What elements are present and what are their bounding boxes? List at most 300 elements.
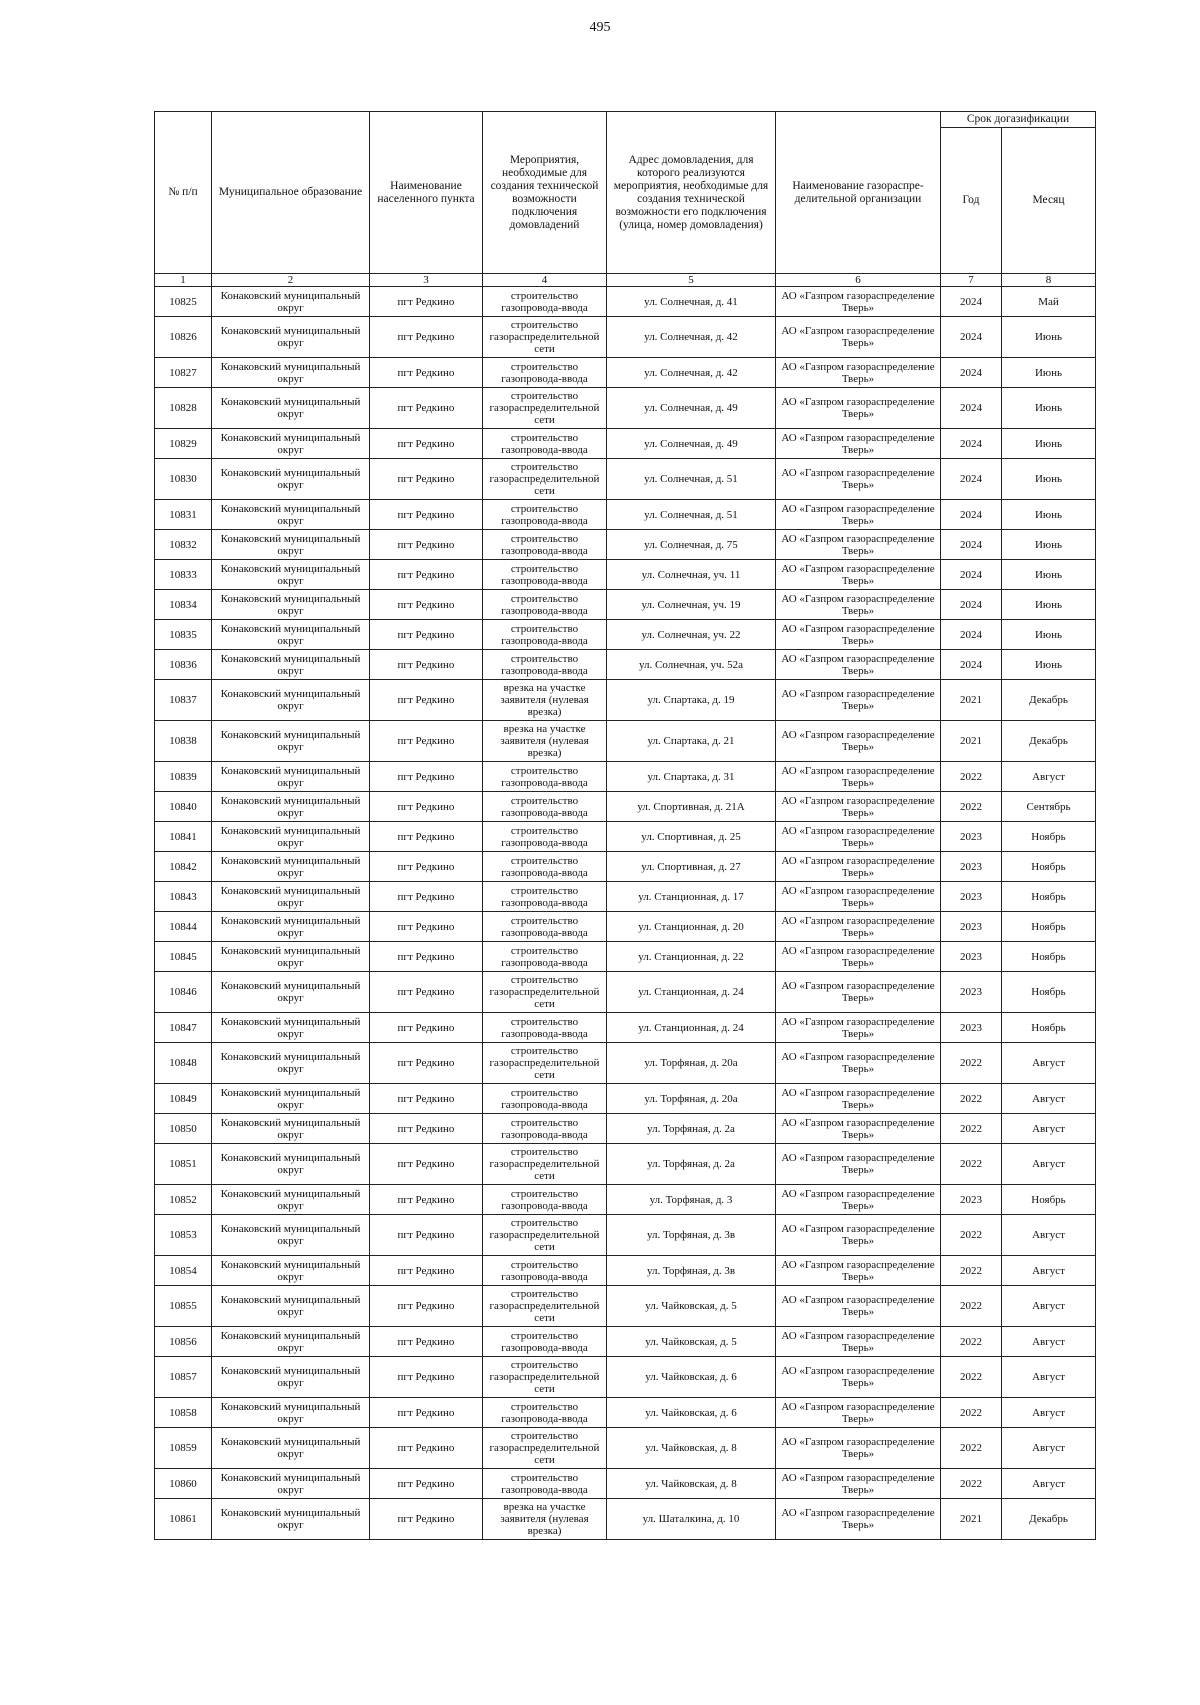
table-row: [155, 459, 1096, 500]
activity-cell: строительство газопровода-ввода: [483, 287, 607, 317]
month-cell: Июнь: [1002, 388, 1096, 429]
month-cell: Август: [1002, 1144, 1096, 1185]
row-number: 10853: [155, 1215, 212, 1256]
organization-cell: АО «Газпром газораспределение Тверь»: [776, 942, 941, 972]
row-number: 10838: [155, 721, 212, 762]
activity-cell: строительство газопровода-ввода: [483, 1398, 607, 1428]
address-cell: ул. Солнечная, д. 51: [607, 459, 776, 500]
locality-cell: пгт Редкино: [370, 560, 483, 590]
locality-cell: пгт Редкино: [370, 1286, 483, 1327]
municipality-cell: Конаковский муниципальный округ: [212, 1013, 370, 1043]
month-cell: Декабрь: [1002, 680, 1096, 721]
activity-cell: строительство газопровода-ввода: [483, 1013, 607, 1043]
locality-cell: пгт Редкино: [370, 1327, 483, 1357]
year-cell: 2024: [941, 388, 1002, 429]
table-row: [155, 1398, 1096, 1428]
activity-cell: врезка на участке заявителя (нулевая врезка): [483, 721, 607, 762]
activity-cell: строительство газопровода-ввода: [483, 650, 607, 680]
locality-cell: пгт Редкино: [370, 388, 483, 429]
table-row: [155, 1428, 1096, 1469]
locality-cell: пгт Редкино: [370, 1043, 483, 1084]
page-number: 495: [589, 20, 611, 35]
month-cell: Июнь: [1002, 530, 1096, 560]
col-header-year: Год: [941, 128, 1002, 274]
table-row: [155, 388, 1096, 429]
locality-cell: пгт Редкино: [370, 358, 483, 388]
table-row: [155, 1469, 1096, 1499]
activity-cell: врезка на участке заявителя (нулевая врезка): [483, 680, 607, 721]
address-cell: ул. Станционная, д. 24: [607, 1013, 776, 1043]
month-cell: Август: [1002, 1428, 1096, 1469]
municipality-cell: Конаковский муниципальный округ: [212, 1084, 370, 1114]
table-row: [155, 1327, 1096, 1357]
activity-cell: строительство газораспределительной сети: [483, 459, 607, 500]
municipality-cell: Конаковский муниципальный округ: [212, 882, 370, 912]
row-number: 10844: [155, 912, 212, 942]
organization-cell: АО «Газпром газораспределение Тверь»: [776, 287, 941, 317]
activity-cell: строительство газопровода-ввода: [483, 530, 607, 560]
activity-cell: строительство газораспределительной сети: [483, 1043, 607, 1084]
year-cell: 2023: [941, 882, 1002, 912]
year-cell: 2021: [941, 680, 1002, 721]
month-cell: Ноябрь: [1002, 912, 1096, 942]
year-cell: 2021: [941, 1499, 1002, 1540]
locality-cell: пгт Редкино: [370, 620, 483, 650]
table-row: [155, 822, 1096, 852]
row-number: 10834: [155, 590, 212, 620]
year-cell: 2023: [941, 1185, 1002, 1215]
organization-cell: АО «Газпром газораспределение Тверь»: [776, 317, 941, 358]
locality-cell: пгт Редкино: [370, 721, 483, 762]
col-header-address: Адрес домовладения, для которого реализуются мероприятия, необходимые для создания технической возможности его подключения (улица, номер домовладения): [607, 112, 776, 274]
municipality-cell: Конаковский муниципальный округ: [212, 650, 370, 680]
column-number: 8: [1002, 274, 1096, 287]
address-cell: ул. Шаталкина, д. 10: [607, 1499, 776, 1540]
organization-cell: АО «Газпром газораспределение Тверь»: [776, 620, 941, 650]
locality-cell: пгт Редкино: [370, 1144, 483, 1185]
address-cell: ул. Чайковская, д. 8: [607, 1428, 776, 1469]
column-number-row: [155, 274, 1096, 287]
table-row: [155, 1144, 1096, 1185]
table-row: [155, 1256, 1096, 1286]
locality-cell: пгт Редкино: [370, 1499, 483, 1540]
activity-cell: строительство газораспределительной сети: [483, 1286, 607, 1327]
row-number: 10828: [155, 388, 212, 429]
municipality-cell: Конаковский муниципальный округ: [212, 680, 370, 721]
organization-cell: АО «Газпром газораспределение Тверь»: [776, 680, 941, 721]
row-number: 10852: [155, 1185, 212, 1215]
address-cell: ул. Солнечная, д. 42: [607, 358, 776, 388]
table-row: [155, 1499, 1096, 1540]
activity-cell: строительство газопровода-ввода: [483, 1084, 607, 1114]
year-cell: 2022: [941, 1043, 1002, 1084]
activity-cell: строительство газораспределительной сети: [483, 1357, 607, 1398]
organization-cell: АО «Газпром газораспределение Тверь»: [776, 1256, 941, 1286]
activity-cell: строительство газопровода-ввода: [483, 792, 607, 822]
table-row: [155, 721, 1096, 762]
organization-cell: АО «Газпром газораспределение Тверь»: [776, 459, 941, 500]
organization-cell: АО «Газпром газораспределение Тверь»: [776, 912, 941, 942]
year-cell: 2022: [941, 1286, 1002, 1327]
month-cell: Июнь: [1002, 500, 1096, 530]
address-cell: ул. Чайковская, д. 6: [607, 1357, 776, 1398]
municipality-cell: Конаковский муниципальный округ: [212, 358, 370, 388]
table-row: [155, 1286, 1096, 1327]
row-number: 10837: [155, 680, 212, 721]
row-number: 10851: [155, 1144, 212, 1185]
locality-cell: пгт Редкино: [370, 1357, 483, 1398]
table-row: [155, 560, 1096, 590]
locality-cell: пгт Редкино: [370, 1398, 483, 1428]
locality-cell: пгт Редкино: [370, 500, 483, 530]
table-row: [155, 429, 1096, 459]
address-cell: ул. Торфяная, д. 20а: [607, 1084, 776, 1114]
row-number: 10836: [155, 650, 212, 680]
activity-cell: строительство газораспределительной сети: [483, 317, 607, 358]
row-number: 10841: [155, 822, 212, 852]
table-row: [155, 1215, 1096, 1256]
municipality-cell: Конаковский муниципальный округ: [212, 762, 370, 792]
month-cell: Июнь: [1002, 650, 1096, 680]
month-cell: Май: [1002, 287, 1096, 317]
address-cell: ул. Торфяная, д. 3: [607, 1185, 776, 1215]
month-cell: Август: [1002, 1084, 1096, 1114]
month-cell: Июнь: [1002, 459, 1096, 500]
organization-cell: АО «Газпром газораспределение Тверь»: [776, 1499, 941, 1540]
col-header-activity: Мероприятия, необходимые для создания технической возможности подключения домовладений: [483, 112, 607, 274]
table-row: [155, 287, 1096, 317]
organization-cell: АО «Газпром газораспределение Тверь»: [776, 1185, 941, 1215]
address-cell: ул. Спортивная, д. 25: [607, 822, 776, 852]
activity-cell: строительство газораспределительной сети: [483, 1144, 607, 1185]
organization-cell: АО «Газпром газораспределение Тверь»: [776, 1428, 941, 1469]
organization-cell: АО «Газпром газораспределение Тверь»: [776, 882, 941, 912]
activity-cell: строительство газораспределительной сети: [483, 1428, 607, 1469]
address-cell: ул. Чайковская, д. 6: [607, 1398, 776, 1428]
activity-cell: строительство газораспределительной сети: [483, 972, 607, 1013]
year-cell: 2022: [941, 1357, 1002, 1398]
table-row: [155, 882, 1096, 912]
table-row: [155, 1185, 1096, 1215]
row-number: 10849: [155, 1084, 212, 1114]
municipality-cell: Конаковский муниципальный округ: [212, 1428, 370, 1469]
month-cell: Июнь: [1002, 358, 1096, 388]
activity-cell: строительство газопровода-ввода: [483, 1469, 607, 1499]
organization-cell: АО «Газпром газораспределение Тверь»: [776, 1286, 941, 1327]
organization-cell: АО «Газпром газораспределение Тверь»: [776, 1398, 941, 1428]
address-cell: ул. Солнечная, уч. 22: [607, 620, 776, 650]
activity-cell: строительство газопровода-ввода: [483, 912, 607, 942]
row-number: 10835: [155, 620, 212, 650]
address-cell: ул. Спортивная, д. 21А: [607, 792, 776, 822]
year-cell: 2023: [941, 852, 1002, 882]
address-cell: ул. Солнечная, д. 49: [607, 388, 776, 429]
col-header-month: Месяц: [1002, 128, 1096, 274]
month-cell: Сентябрь: [1002, 792, 1096, 822]
year-cell: 2024: [941, 429, 1002, 459]
row-number: 10832: [155, 530, 212, 560]
year-cell: 2022: [941, 1215, 1002, 1256]
address-cell: ул. Торфяная, д. 2а: [607, 1144, 776, 1185]
table-row: [155, 972, 1096, 1013]
row-number: 10845: [155, 942, 212, 972]
year-cell: 2024: [941, 459, 1002, 500]
organization-cell: АО «Газпром газораспределение Тверь»: [776, 721, 941, 762]
table-row: [155, 620, 1096, 650]
locality-cell: пгт Редкино: [370, 680, 483, 721]
organization-cell: АО «Газпром газораспределение Тверь»: [776, 560, 941, 590]
year-cell: 2024: [941, 287, 1002, 317]
year-cell: 2022: [941, 792, 1002, 822]
year-cell: 2021: [941, 721, 1002, 762]
table-body: [155, 287, 1096, 1540]
month-cell: Июнь: [1002, 560, 1096, 590]
year-cell: 2022: [941, 1327, 1002, 1357]
organization-cell: АО «Газпром газораспределение Тверь»: [776, 792, 941, 822]
column-number: 5: [607, 274, 776, 287]
locality-cell: пгт Редкино: [370, 972, 483, 1013]
row-number: 10833: [155, 560, 212, 590]
year-cell: 2023: [941, 1013, 1002, 1043]
table-row: [155, 852, 1096, 882]
activity-cell: строительство газопровода-ввода: [483, 882, 607, 912]
activity-cell: строительство газопровода-ввода: [483, 1256, 607, 1286]
row-number: 10831: [155, 500, 212, 530]
address-cell: ул. Солнечная, д. 75: [607, 530, 776, 560]
locality-cell: пгт Редкино: [370, 792, 483, 822]
row-number: 10855: [155, 1286, 212, 1327]
municipality-cell: Конаковский муниципальный округ: [212, 530, 370, 560]
municipality-cell: Конаковский муниципальный округ: [212, 1357, 370, 1398]
row-number: 10848: [155, 1043, 212, 1084]
year-cell: 2023: [941, 822, 1002, 852]
month-cell: Ноябрь: [1002, 972, 1096, 1013]
row-number: 10856: [155, 1327, 212, 1357]
table-row: [155, 590, 1096, 620]
municipality-cell: Конаковский муниципальный округ: [212, 792, 370, 822]
table-row: [155, 1114, 1096, 1144]
activity-cell: строительство газопровода-ввода: [483, 822, 607, 852]
column-number: 2: [212, 274, 370, 287]
municipality-cell: Конаковский муниципальный округ: [212, 429, 370, 459]
month-cell: Август: [1002, 1215, 1096, 1256]
locality-cell: пгт Редкино: [370, 1256, 483, 1286]
year-cell: 2022: [941, 1144, 1002, 1185]
col-header-number: № п/п: [155, 112, 212, 274]
year-cell: 2024: [941, 590, 1002, 620]
year-cell: 2023: [941, 972, 1002, 1013]
locality-cell: пгт Редкино: [370, 1185, 483, 1215]
table-row: [155, 530, 1096, 560]
address-cell: ул. Солнечная, д. 49: [607, 429, 776, 459]
month-cell: Декабрь: [1002, 721, 1096, 762]
municipality-cell: Конаковский муниципальный округ: [212, 721, 370, 762]
address-cell: ул. Солнечная, уч. 52а: [607, 650, 776, 680]
organization-cell: АО «Газпром газораспределение Тверь»: [776, 1144, 941, 1185]
address-cell: ул. Станционная, д. 22: [607, 942, 776, 972]
row-number: 10826: [155, 317, 212, 358]
organization-cell: АО «Газпром газораспределение Тверь»: [776, 1469, 941, 1499]
year-cell: 2023: [941, 942, 1002, 972]
table-row: [155, 942, 1096, 972]
municipality-cell: Конаковский муниципальный округ: [212, 1185, 370, 1215]
month-cell: Август: [1002, 1043, 1096, 1084]
organization-cell: АО «Газпром газораспределение Тверь»: [776, 972, 941, 1013]
table-row: [155, 912, 1096, 942]
activity-cell: строительство газопровода-ввода: [483, 1114, 607, 1144]
municipality-cell: Конаковский муниципальный округ: [212, 972, 370, 1013]
municipality-cell: Конаковский муниципальный округ: [212, 912, 370, 942]
address-cell: ул. Чайковская, д. 8: [607, 1469, 776, 1499]
row-number: 10859: [155, 1428, 212, 1469]
organization-cell: АО «Газпром газораспределение Тверь»: [776, 822, 941, 852]
row-number: 10843: [155, 882, 212, 912]
table-row: [155, 1357, 1096, 1398]
municipality-cell: Конаковский муниципальный округ: [212, 560, 370, 590]
month-cell: Июнь: [1002, 429, 1096, 459]
row-number: 10825: [155, 287, 212, 317]
locality-cell: пгт Редкино: [370, 762, 483, 792]
year-cell: 2024: [941, 620, 1002, 650]
organization-cell: АО «Газпром газораспределение Тверь»: [776, 1084, 941, 1114]
year-cell: 2022: [941, 1469, 1002, 1499]
month-cell: Июнь: [1002, 317, 1096, 358]
row-number: 10861: [155, 1499, 212, 1540]
organization-cell: АО «Газпром газораспределение Тверь»: [776, 852, 941, 882]
municipality-cell: Конаковский муниципальный округ: [212, 822, 370, 852]
month-cell: Август: [1002, 1114, 1096, 1144]
address-cell: ул. Спортивная, д. 27: [607, 852, 776, 882]
organization-cell: АО «Газпром газораспределение Тверь»: [776, 590, 941, 620]
locality-cell: пгт Редкино: [370, 459, 483, 500]
row-number: 10858: [155, 1398, 212, 1428]
year-cell: 2022: [941, 1428, 1002, 1469]
address-cell: ул. Спартака, д. 19: [607, 680, 776, 721]
locality-cell: пгт Редкино: [370, 1428, 483, 1469]
row-number: 10854: [155, 1256, 212, 1286]
municipality-cell: Конаковский муниципальный округ: [212, 942, 370, 972]
year-cell: 2022: [941, 762, 1002, 792]
address-cell: ул. Торфяная, д. 2а: [607, 1114, 776, 1144]
year-cell: 2024: [941, 530, 1002, 560]
table-row: [155, 1013, 1096, 1043]
address-cell: ул. Чайковская, д. 5: [607, 1327, 776, 1357]
locality-cell: пгт Редкино: [370, 1215, 483, 1256]
municipality-cell: Конаковский муниципальный округ: [212, 1469, 370, 1499]
table-row: [155, 358, 1096, 388]
locality-cell: пгт Редкино: [370, 1013, 483, 1043]
address-cell: ул. Чайковская, д. 5: [607, 1286, 776, 1327]
address-cell: ул. Солнечная, д. 41: [607, 287, 776, 317]
month-cell: Ноябрь: [1002, 822, 1096, 852]
address-cell: ул. Станционная, д. 20: [607, 912, 776, 942]
row-number: 10850: [155, 1114, 212, 1144]
table-row: [155, 650, 1096, 680]
year-cell: 2024: [941, 560, 1002, 590]
row-number: 10842: [155, 852, 212, 882]
table-row: [155, 500, 1096, 530]
organization-cell: АО «Газпром газораспределение Тверь»: [776, 358, 941, 388]
table-row: [155, 1043, 1096, 1084]
organization-cell: АО «Газпром газораспределение Тверь»: [776, 500, 941, 530]
address-cell: ул. Станционная, д. 24: [607, 972, 776, 1013]
column-number: 3: [370, 274, 483, 287]
activity-cell: строительство газопровода-ввода: [483, 560, 607, 590]
locality-cell: пгт Редкино: [370, 590, 483, 620]
year-cell: 2022: [941, 1256, 1002, 1286]
locality-cell: пгт Редкино: [370, 852, 483, 882]
activity-cell: строительство газопровода-ввода: [483, 852, 607, 882]
address-cell: ул. Солнечная, уч. 19: [607, 590, 776, 620]
municipality-cell: Конаковский муниципальный округ: [212, 1286, 370, 1327]
organization-cell: АО «Газпром газораспределение Тверь»: [776, 1013, 941, 1043]
month-cell: Декабрь: [1002, 1499, 1096, 1540]
month-cell: Август: [1002, 762, 1096, 792]
address-cell: ул. Спартака, д. 21: [607, 721, 776, 762]
locality-cell: пгт Редкино: [370, 912, 483, 942]
address-cell: ул. Спартака, д. 31: [607, 762, 776, 792]
table-row: [155, 1084, 1096, 1114]
table-row: [155, 762, 1096, 792]
month-cell: Июнь: [1002, 620, 1096, 650]
municipality-cell: Конаковский муниципальный округ: [212, 388, 370, 429]
activity-cell: строительство газораспределительной сети: [483, 1215, 607, 1256]
organization-cell: АО «Газпром газораспределение Тверь»: [776, 1357, 941, 1398]
col-header-locality: Наименование населенного пункта: [370, 112, 483, 274]
month-cell: Июнь: [1002, 590, 1096, 620]
activity-cell: строительство газопровода-ввода: [483, 429, 607, 459]
municipality-cell: Конаковский муниципальный округ: [212, 590, 370, 620]
year-cell: 2023: [941, 912, 1002, 942]
locality-cell: пгт Редкино: [370, 317, 483, 358]
address-cell: ул. Солнечная, д. 51: [607, 500, 776, 530]
locality-cell: пгт Редкино: [370, 530, 483, 560]
municipality-cell: Конаковский муниципальный округ: [212, 500, 370, 530]
municipality-cell: Конаковский муниципальный округ: [212, 1114, 370, 1144]
address-cell: ул. Станционная, д. 17: [607, 882, 776, 912]
row-number: 10840: [155, 792, 212, 822]
address-cell: ул. Торфяная, д. 20а: [607, 1043, 776, 1084]
address-cell: ул. Солнечная, уч. 11: [607, 560, 776, 590]
month-cell: Август: [1002, 1327, 1096, 1357]
organization-cell: АО «Газпром газораспределение Тверь»: [776, 1327, 941, 1357]
column-number: 4: [483, 274, 607, 287]
table-row: [155, 680, 1096, 721]
locality-cell: пгт Редкино: [370, 650, 483, 680]
locality-cell: пгт Редкино: [370, 287, 483, 317]
month-cell: Август: [1002, 1286, 1096, 1327]
month-cell: Ноябрь: [1002, 1185, 1096, 1215]
locality-cell: пгт Редкино: [370, 942, 483, 972]
locality-cell: пгт Редкино: [370, 1114, 483, 1144]
year-cell: 2022: [941, 1084, 1002, 1114]
month-cell: Ноябрь: [1002, 942, 1096, 972]
month-cell: Ноябрь: [1002, 882, 1096, 912]
month-cell: Август: [1002, 1469, 1096, 1499]
locality-cell: пгт Редкино: [370, 429, 483, 459]
organization-cell: АО «Газпром газораспределение Тверь»: [776, 1215, 941, 1256]
col-header-municipality: Муниципальное образование: [212, 112, 370, 274]
year-cell: 2024: [941, 317, 1002, 358]
year-cell: 2024: [941, 650, 1002, 680]
gasification-table: [154, 111, 1096, 1540]
activity-cell: строительство газопровода-ввода: [483, 1327, 607, 1357]
organization-cell: АО «Газпром газораспределение Тверь»: [776, 388, 941, 429]
activity-cell: строительство газопровода-ввода: [483, 1185, 607, 1215]
address-cell: ул. Торфяная, д. 3в: [607, 1256, 776, 1286]
row-number: 10830: [155, 459, 212, 500]
year-cell: 2022: [941, 1398, 1002, 1428]
